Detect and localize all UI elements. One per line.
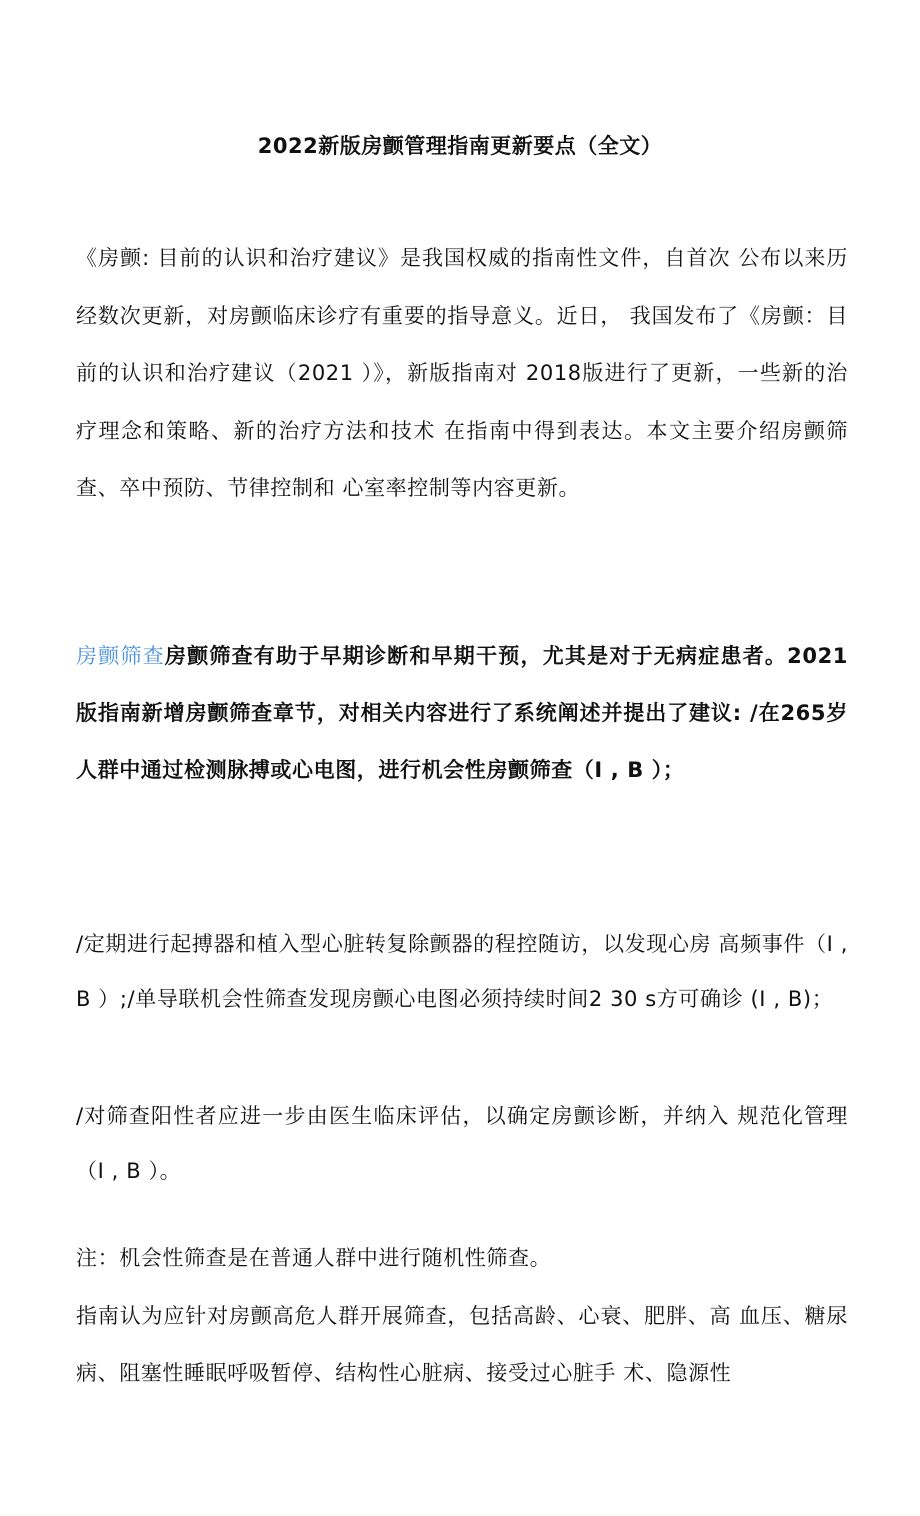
note-paragraph: 注：机会性筛查是在普通人群中进行随机性筛查。 [76,1246,552,1270]
recommendation-paragraph-2: /对筛查阳性者应进一步由医生临床评估，以确定房颤诊断，并纳入 规范化管理（I , B ）。 [76,1104,848,1183]
screening-section-link[interactable]: 房颤筛查 [76,644,165,668]
intro-paragraph: 《房颤: 目前的认识和治疗建议》是我国权威的指南性文件，自首次 公布以来历经数次更新，对房颤临床诊疗有重要的指导意义。近日， 我国发布了《房颤：目前的认识和治疗建议（2021 ）》，新版指南对 2018版进行了更新，一些新的治疗理念和策略、新的治疗方法和技术 在指南中得到表达。本文主要介绍房颤筛查、卒中预防、节律控制和 心室率控制等内容更新。 [76,246,848,500]
recommendation-paragraph-1: /定期进行起搏器和植入型心脏转复除颤器的程控随访，以发现心房 高频事件（I , B ）;/单导联机会性筛查发现房颤心电图必须持续时间2 30 s方可确诊 (I , B)； [76,932,848,1011]
screening-text: 房颤筛查有助于早期诊断和早期干预，尤其是对于无病症患者。2021 版指南新增房颤筛查章节，对相关内容进行了系统阐述并提出了建议: /在265岁人群中通过检测脉搏或心电图，进行机会性房颤筛查（I , B ）； [76,644,848,782]
screening-paragraph [76,628,848,799]
guide-paragraph: 指南认为应针对房颤高危人群开展筛查，包括高龄、心衰、肥胖、高 血压、糖尿病、阻塞性睡眠呼吸暂停、结构性心脏病、接受过心脏手 术、隐源性 [76,1304,848,1385]
document-title: 2022新版房颤管理指南更新要点（全文） [257,134,663,158]
